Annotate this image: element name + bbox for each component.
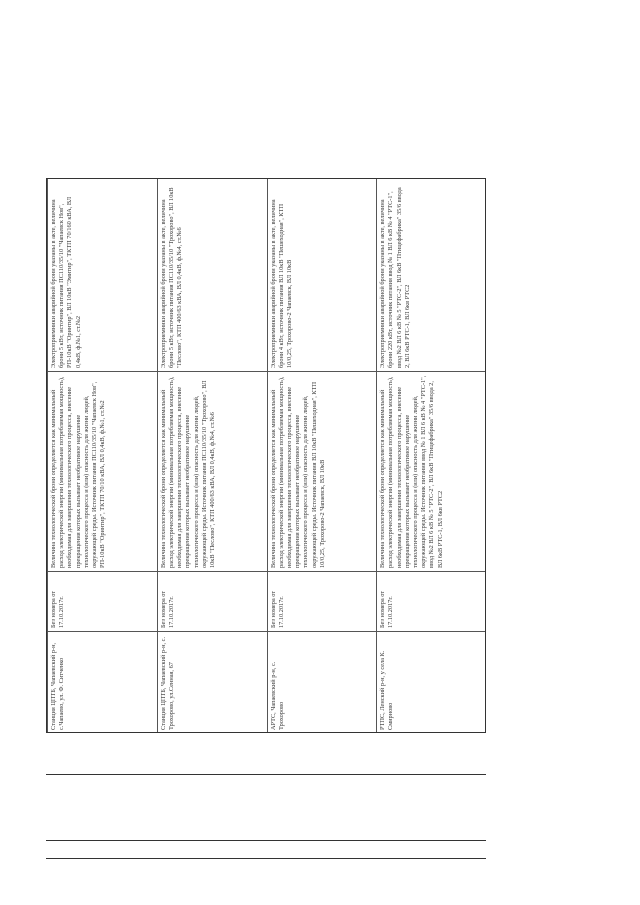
rotated-table-wrapper <box>47 179 486 733</box>
table-row <box>377 179 486 734</box>
rotated-table-frame <box>46 178 486 733</box>
cell-location: РТПС, Ленский р-н, у села К. Смирново <box>377 632 486 734</box>
cell-location: Станция ЦПТБ, Чапаевский р-н, с. Трохорово, ул.Сенная, 67 <box>157 632 267 734</box>
cell-location: Станция ЦПТБ, Чапаевский р-н, с.Чапаево, ул. Ф. Ситченко <box>48 632 158 734</box>
cell-location: АРТС, Чапаевский р-н, с. Трохорово <box>267 632 377 734</box>
top-rule <box>46 774 486 775</box>
emergency-reserve-table <box>47 178 486 733</box>
cell-description: Величина технологической брони определяется как минимальный расход электрической энергии (минимальная потребляемая мощность), необходимая для завершения технологического процесса, внесение прекращения которых вызывает необратимое нарушение технологического процесса и (или) опасность для жизни людей, окружающей среды. Источник питания ввод № 1 ВЛ 6 кВ № 4 "РТС-1", ввод №2 ВЛ 6 кВ № 5 "РТС-2", ВЛ 6кВ "Птицефабрика" 35/6 ввода 2, ВЛ 6кВ РТС-1, ВЛ 6кв РТС2 <box>377 372 486 572</box>
table-row <box>157 179 267 734</box>
middle-rule <box>46 840 486 841</box>
cell-description: Величина технологической брони определяется как минимальный расход электрической энергии (минимальная потребляемая мощность), необходимая для завершения технологического процесса, внесение прекращения которых вызывает необратимое нарушение технологического процесса и (или) опасность для жизни людей, окружающей среды. Источник питания ПС110/35/10 "Трохорово", ВЛ 10кВ "Песлово", КТП 400/63 кВА, ВЛ 0,4кВ, ф.№4, ст.№6 <box>157 372 267 572</box>
cell-note: Электроприемники аварийной брони указаны в акте, величина брони 220 кВт, источник питания ввод № 1 ВЛ 6 кВ № 4 "РТС-1", ввод №2 ВЛ 6 кВ № 5 "РТС-2", ВЛ 6кВ "Птицефабрика" 35/6 ввода 2, ВЛ 6кВ РТС-1, ВЛ 6кв РТС2 <box>377 179 486 372</box>
table-row <box>267 179 377 734</box>
cell-note: Электроприемники аварийной брони указаны в акте, величина брони 4 кВт, источник питания ВЛ 10кВ "Пешеходная", КТП 10/0,25, Трохорово-2 Чапаевск, ВЛ 10кВ <box>267 179 377 372</box>
cell-act-date: Без номера от 17.10.2017г. <box>377 572 486 632</box>
cell-description: Величина технологической брони определяется как минимальный расход электрической энергии (минимальная потребляемая мощность), необходимая для завершения технологического процесса, внесение прекращения которых вызывает необратимое нарушение технологического процесса и (или) опасность для жизни людей, окружающей среды. Источник питания ВЛ 10кВ "Пешеходная", КТП 10/0,25, Трохорово-2 Чапаевск, ВЛ 10кВ <box>267 372 377 572</box>
cell-description: Величина технологической брони определяется как минимальный расход электрической энергии (минимальная потребляемая мощность), необходимая для завершения технологического процесса, внесение прекращения которых вызывает необратимое нарушение технологического процесса и (или) опасность для жизни людей, окружающей среды. Источник питания ПС110/35/10 "Чапаевск Нов", РП-10кВ "Оринтир", ТКТП 70/10 кВА, ВЛ 0,4кВ, ф.№1, ст.№2 <box>48 372 158 572</box>
cell-act-date: Без номера от 17.10.2017г. <box>157 572 267 632</box>
cell-note: Электроприемники аварийной брони указаны в акте, величина брони 5 кВт, источник питания ПС110/35/10 "Трохорово", ВЛ 10кВ "Песлово", КТП 400/63 кВА, ВЛ 0,4кВ, ф.№4, ст.№6 <box>157 179 267 372</box>
cell-act-date: Без номера от 17.10.2017г. <box>48 572 158 632</box>
bottom-rule <box>46 858 486 859</box>
table-row <box>48 179 158 734</box>
cell-act-date: Без номера от 17.10.2017г. <box>267 572 377 632</box>
cell-note: Электроприемники аварийной брони указаны в акте, величина брони 5 кВт, источник питания ПС110/35/10 "Чапаевск Нов", РП-10кВ "Оринтир", ВЛ 10кВ "Эмитир", ТКТП 70/160 кВА, ВЛ 0,4кВ, ф.№1, ст.№2 <box>48 179 158 372</box>
